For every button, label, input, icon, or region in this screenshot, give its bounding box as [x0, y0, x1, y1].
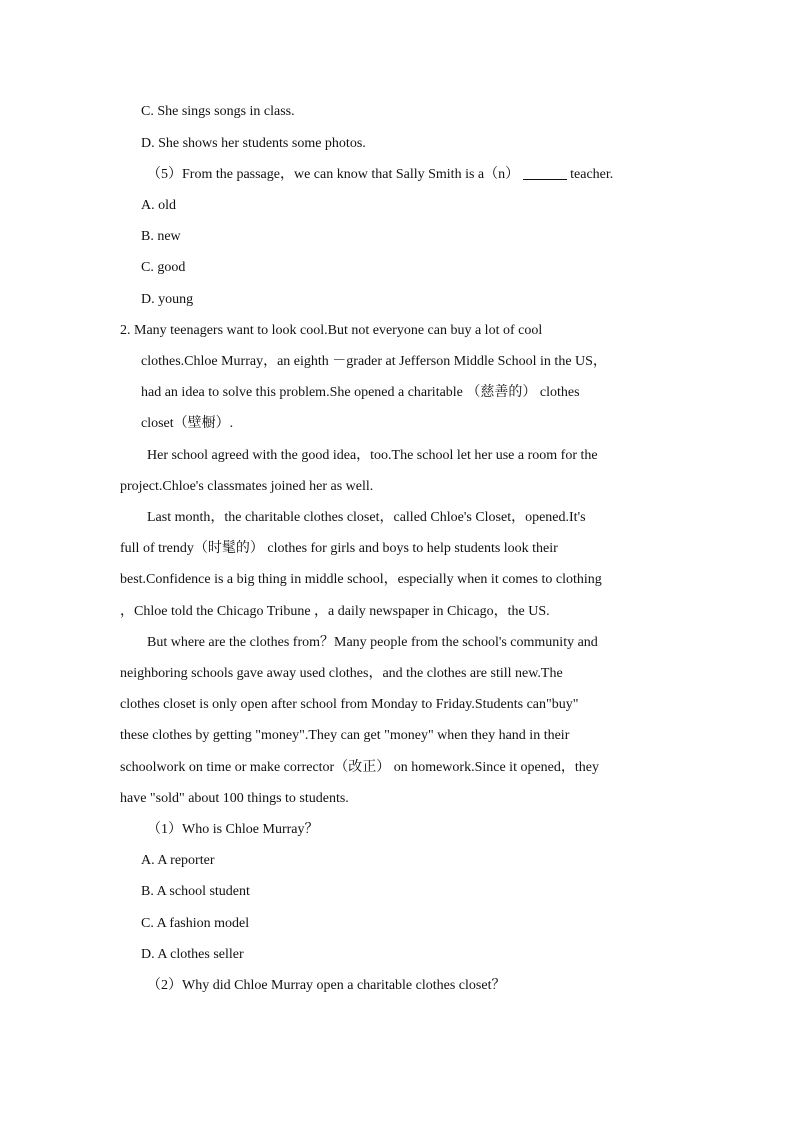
passage-line: ，Chloe told the Chicago Tribune ，a daily newspaper in Chicago，the US.: [120, 604, 550, 619]
q2-intro-line: clothes.Chloe Murray，an eighth －grader at Jefferson Middle School in the US，: [141, 354, 607, 369]
q5-option-a: A. old: [141, 198, 176, 213]
sub-question-1: （1）Who is Chloe Murray？: [147, 822, 319, 837]
q2-intro-line: 2. Many teenagers want to look cool.But not everyone can buy a lot of cool: [120, 323, 543, 338]
sub-question-2: （2）Why did Chloe Murray open a charitable clothes closet？: [147, 978, 506, 993]
passage-line: these clothes by getting "money".They can get "money" when they hand in their: [120, 728, 570, 743]
prev-question-5: [147, 165, 613, 185]
q5-text: （5）From the passage，we can know that Sally Smith is a（n）: [147, 167, 520, 182]
q5-option-d: D. young: [141, 292, 194, 307]
passage-line: schoolwork on time or make corrector（改正） on homework.Since it opened，they: [120, 760, 599, 775]
q2-intro-line: closet（壁橱）.: [141, 416, 234, 431]
q5-option-c: C. good: [141, 260, 186, 275]
q1-option-d: D. A clothes seller: [141, 947, 244, 962]
q1-option-b: B. A school student: [141, 884, 250, 899]
passage-line: project.Chloe's classmates joined her as well.: [120, 479, 374, 494]
q5-text-end: teacher.: [570, 167, 614, 182]
prev-option-d: D. She shows her students some photos.: [141, 136, 366, 151]
answer-blank: [523, 165, 567, 180]
prev-option-c: C. She sings songs in class.: [141, 104, 295, 119]
passage-line: clothes closet is only open after school from Monday to Friday.Students can"buy": [120, 697, 579, 712]
passage-line: But where are the clothes from？Many people from the school's community and: [147, 635, 598, 650]
passage-line: full of trendy（时髦的） clothes for girls and boys to help students look their: [120, 541, 558, 556]
passage-line: best.Confidence is a big thing in middle school，especially when it comes to clothing: [120, 572, 602, 587]
passage-line: Last month，the charitable clothes closet，called Chloe's Closet，opened.It's: [147, 510, 586, 525]
passage-line: Her school agreed with the good idea，too.The school let her use a room for the: [147, 448, 598, 463]
passage-line: have "sold" about 100 things to students.: [120, 791, 349, 806]
q2-intro-line: had an idea to solve this problem.She opened a charitable （慈善的） clothes: [141, 385, 580, 400]
passage-line: neighboring schools gave away used clothes，and the clothes are still new.The: [120, 666, 563, 681]
q1-option-c: C. A fashion model: [141, 916, 250, 931]
q5-option-b: B. new: [141, 229, 181, 244]
q1-option-a: A. A reporter: [141, 853, 215, 868]
